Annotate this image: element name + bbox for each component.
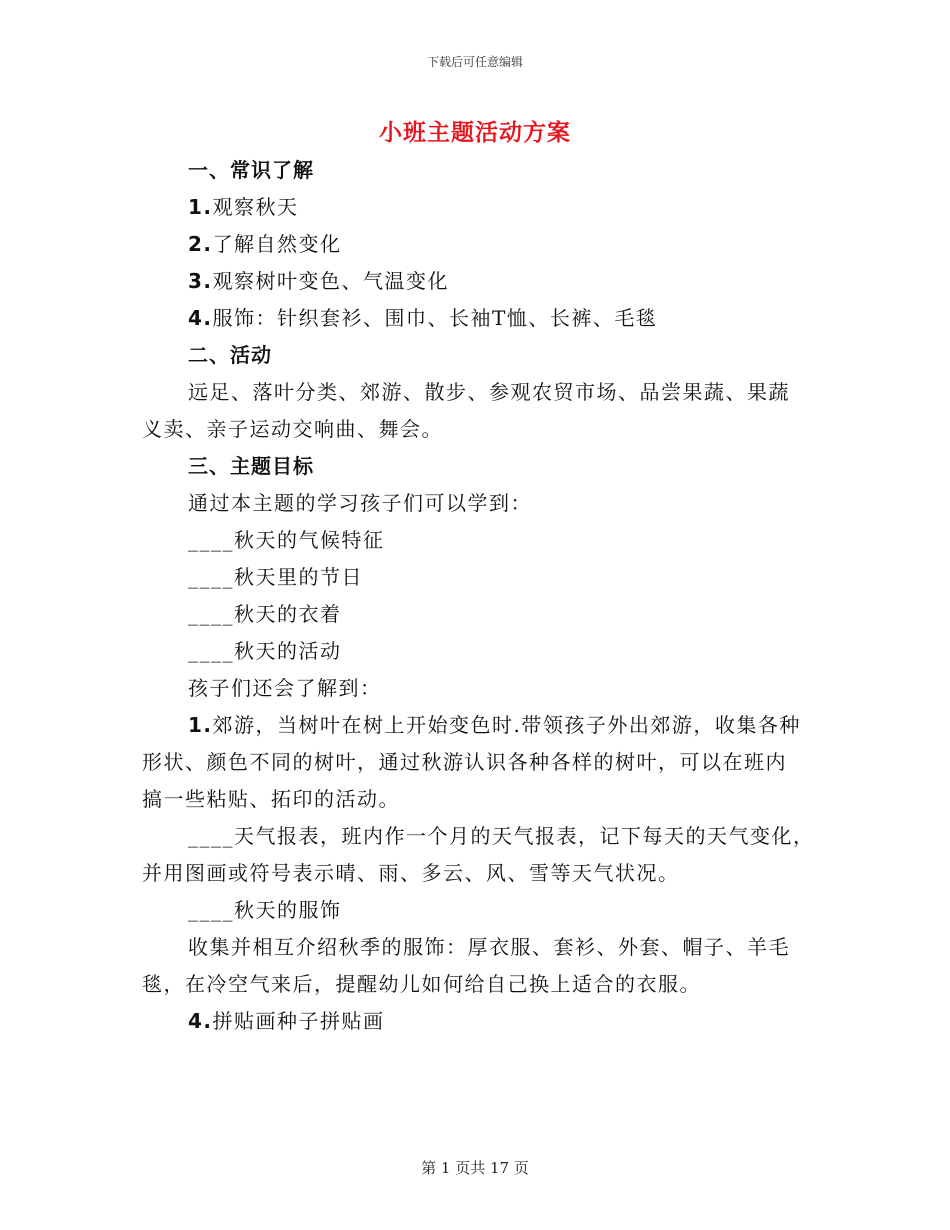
paragraph-line: 形状、颜色不同的树叶，通过秋游认识各种各样的树叶，可以在班内 bbox=[142, 750, 787, 774]
item-number: 3. bbox=[188, 269, 213, 293]
list-item bbox=[142, 226, 810, 263]
section-heading-activities: 二、活动 bbox=[188, 343, 272, 367]
document-body bbox=[142, 152, 815, 1040]
list-item bbox=[142, 189, 810, 226]
item-text: 郊游，当树叶在树上开始变色时.带领孩子外出郊游，收集各种 bbox=[212, 713, 801, 737]
item-number: 4. bbox=[188, 306, 213, 330]
list-item bbox=[142, 263, 810, 300]
document-title: 小班主题活动方案 bbox=[379, 119, 571, 146]
section-heading-knowledge: 一、常识了解 bbox=[188, 158, 314, 182]
paragraph-line: 远足、落叶分类、郊游、散步、参观农贸市场、品尝果蔬、果蔬 bbox=[188, 380, 790, 404]
paragraph-line: 义卖、亲子运动交响曲、舞会。 bbox=[142, 417, 443, 441]
paragraph-line bbox=[142, 707, 810, 744]
page-footer: 第 1 页共 17 页 bbox=[421, 1159, 529, 1177]
header-note: 下载后可任意编辑 bbox=[426, 55, 523, 69]
item-number: 1. bbox=[188, 713, 213, 737]
paragraph-line bbox=[142, 1003, 810, 1040]
item-text: 拼贴画种子拼贴画 bbox=[212, 1009, 385, 1033]
section-heading-goals: 三、主题目标 bbox=[188, 454, 314, 478]
item-text: 了解自然变化 bbox=[212, 232, 342, 256]
paragraph-line: 孩子们还会了解到： bbox=[188, 676, 382, 700]
goal-item: ____秋天的气候特征 bbox=[188, 528, 385, 552]
paragraph-line: ____天气报表，班内作一个月的天气报表，记下每天的天气变化， bbox=[188, 824, 815, 848]
item-text: 观察秋天 bbox=[212, 195, 299, 219]
paragraph-line: 搞一些粘贴、拓印的活动。 bbox=[142, 787, 400, 811]
goal-item: ____秋天的活动 bbox=[188, 639, 342, 663]
list-item bbox=[142, 300, 810, 337]
item-number: 1. bbox=[188, 195, 213, 219]
goal-item: ____秋天的衣着 bbox=[188, 602, 342, 626]
goal-item: ____秋天里的节日 bbox=[188, 565, 363, 589]
item-text: 观察树叶变色、气温变化 bbox=[212, 269, 450, 293]
paragraph-line: 并用图画或符号表示晴、雨、多云、风、雪等天气状况。 bbox=[142, 861, 680, 885]
paragraph-line: 收集并相互介绍秋季的服饰：厚衣服、套衫、外套、帽子、羊毛 bbox=[188, 935, 790, 959]
item-number: 4. bbox=[188, 1009, 213, 1033]
paragraph-line: ____秋天的服饰 bbox=[188, 898, 342, 922]
item-text: 服饰：针织套衫、围巾、长袖T恤、长裤、毛毯 bbox=[212, 306, 658, 330]
paragraph-line: 毯，在冷空气来后，提醒幼儿如何给自己换上适合的衣服。 bbox=[142, 972, 701, 996]
paragraph-line: 通过本主题的学习孩子们可以学到： bbox=[188, 491, 532, 515]
item-number: 2. bbox=[188, 232, 213, 256]
